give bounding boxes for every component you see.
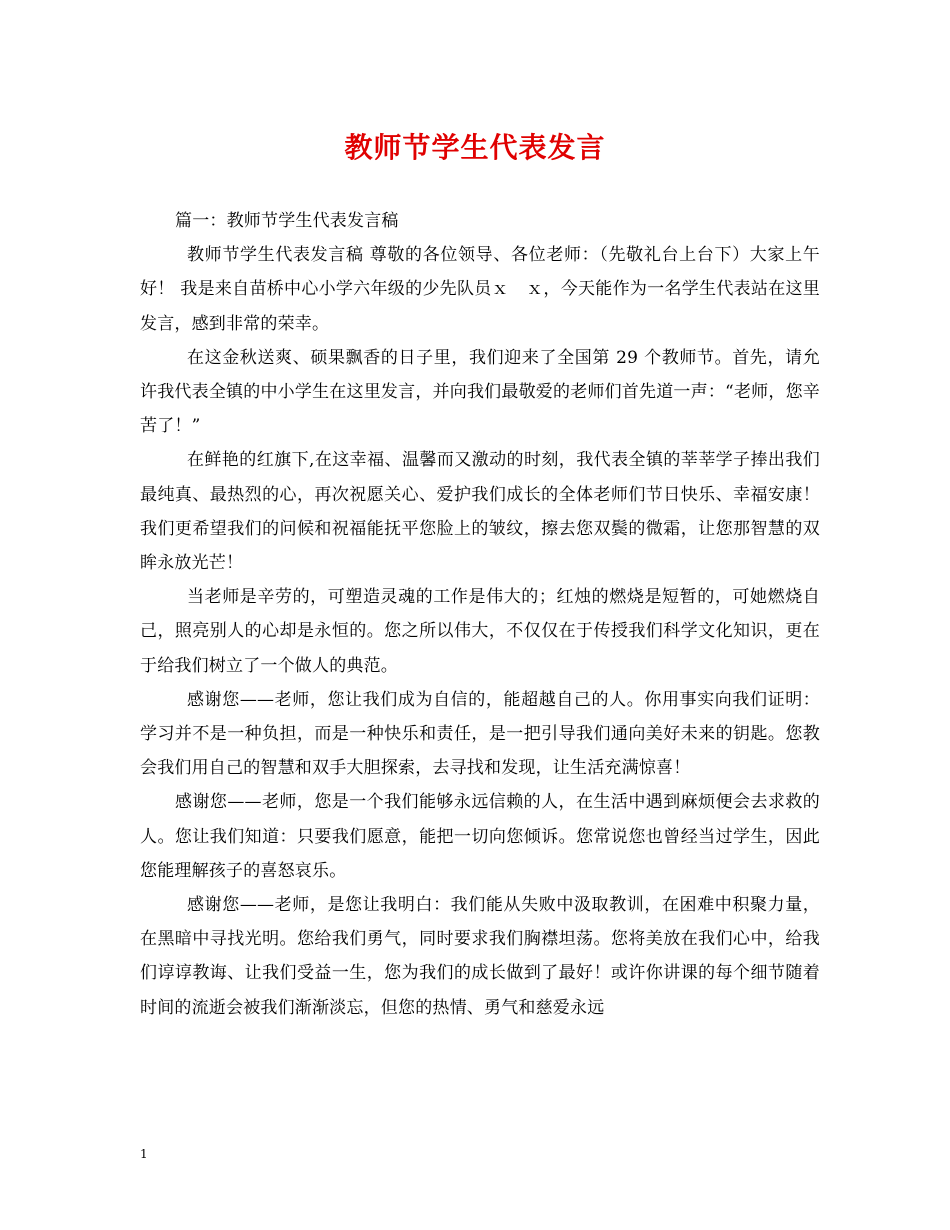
- paragraph: 教师节学生代表发言稿 尊敬的各位领导、各位老师：（先敬礼台上台下）大家上午好！ 我是来自苗桥中心小学六年级的少先队员ｘ ｘ，今天能作为一名学生代表站在这里发言，感到非常的荣幸。: [140, 245, 820, 334]
- paragraph: 在这金秋送爽、硕果飘香的日子里，我们迎来了全国第 29 个教师节。首先，请允许我代表全镇的中小学生在这里发言，并向我们最敬爱的老师们首先道一声：“老师，您辛苦了！”: [140, 347, 820, 437]
- document-body: [140, 204, 820, 1025]
- paragraph: 感谢您——老师，是您让我明白：我们能从失败中汲取教训，在困难中积聚力量，在黑暗中寻找光明。您给我们勇气，同时要求我们胸襟坦荡。您将美放在我们心中，给我们谆谆教诲、让我们受益一生，您为我们的成长做到了最好！或许你讲课的每个细节随着时间的流逝会被我们渐渐淡忘，但您的热情、勇气和慈爱永远: [140, 895, 820, 1018]
- document-title: 教师节学生代表发言: [344, 131, 606, 164]
- page-number: 1: [140, 1147, 148, 1161]
- paragraph: 感谢您——老师，您是一个我们能够永远信赖的人，在生活中遇到麻烦便会去求救的人。您让我们知道：只要我们愿意，能把一切向您倾诉。您常说您也曾经当过学生，因此您能理解孩子的喜怒哀乐。: [140, 792, 820, 881]
- paragraph: 感谢您——老师，您让我们成为自信的，能超越自己的人。你用事实向我们证明：学习并不是一种负担，而是一种快乐和责任，是一把引导我们通向美好未来的钥匙。您教会我们用自己的智慧和双手大胆探索，去寻找和发现，让生活充满惊喜！: [140, 689, 820, 779]
- paragraph: 在鲜艳的红旗下,在这幸福、温馨而又激动的时刻，我代表全镇的莘莘学子捧出我们最纯真、最热烈的心，再次祝愿关心、爱护我们成长的全体老师们节日快乐、幸福安康！我们更希望我们的问候和祝福能抚平您脸上的皱纹，擦去您双鬓的微霜，让您那智慧的双眸永放光芒！: [140, 450, 820, 574]
- paragraph: 当老师是辛劳的，可塑造灵魂的工作是伟大的；红烛的燃烧是短暂的，可她燃烧自己，照亮别人的心却是永恒的。您之所以伟大，不仅仅在于传授我们科学文化知识，更在于给我们树立了一个做人的典范。: [140, 587, 820, 676]
- section-heading: 篇一：教师节学生代表发言稿: [175, 211, 399, 231]
